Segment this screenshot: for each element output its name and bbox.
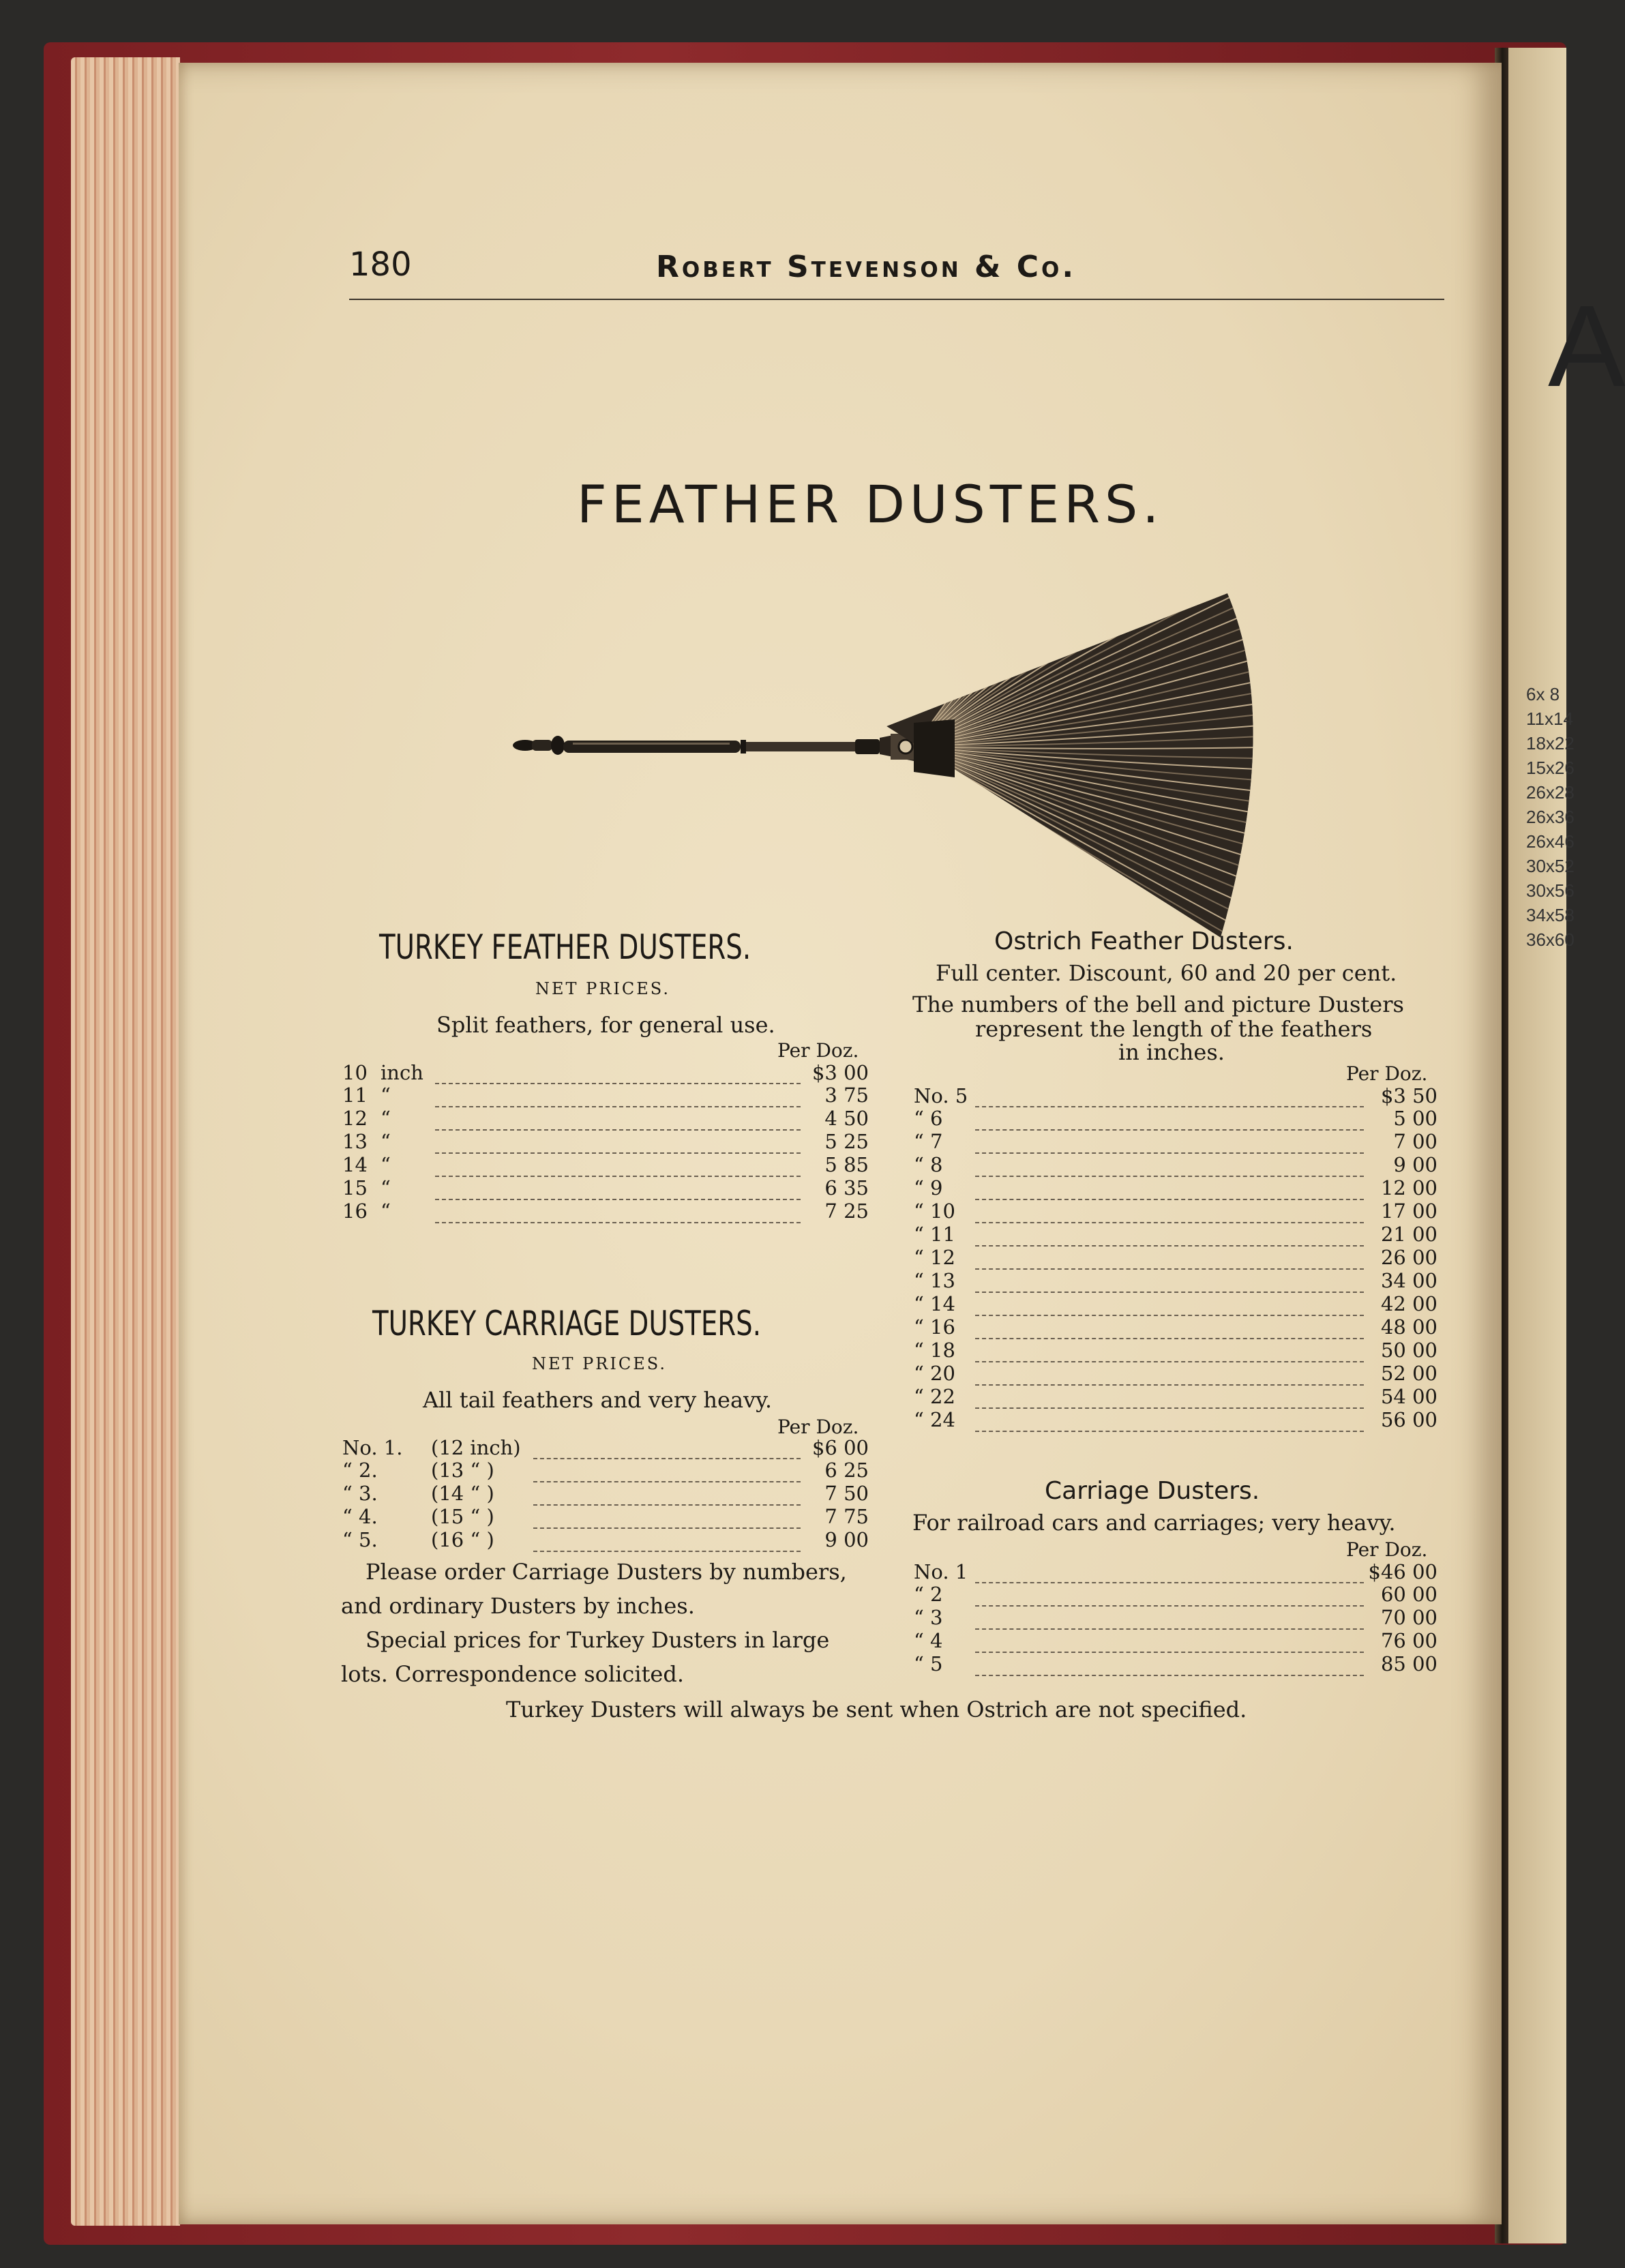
leader bbox=[435, 1149, 801, 1172]
price-cell: 5 85 bbox=[824, 1153, 869, 1176]
price-cell: 9 00 bbox=[824, 1528, 869, 1551]
running-header: Robert Stevenson & Co. bbox=[656, 250, 1077, 284]
ostrich-heading: Ostrich Feather Dusters. bbox=[994, 927, 1294, 955]
facing-page-letter: A bbox=[1548, 282, 1625, 411]
ostrich-col-header: Per Doz. bbox=[1346, 1062, 1428, 1085]
leader bbox=[533, 1501, 801, 1524]
size-cell: 14 bbox=[342, 1153, 368, 1176]
leader bbox=[435, 1195, 801, 1219]
leader bbox=[975, 1219, 1364, 1242]
facing-page-fragment bbox=[1508, 48, 1625, 2243]
unit-cell: “ bbox=[381, 1130, 391, 1153]
leader bbox=[975, 1172, 1364, 1195]
facing-page-line: 6x 8 bbox=[1526, 684, 1560, 704]
leader bbox=[435, 1126, 801, 1149]
leader bbox=[435, 1103, 801, 1126]
price-cell: 3 75 bbox=[824, 1084, 869, 1107]
number-cell: “ 12 bbox=[914, 1246, 955, 1269]
number-cell: No. 1 bbox=[914, 1560, 968, 1583]
leader bbox=[975, 1334, 1364, 1358]
price-cell: 48 00 bbox=[1380, 1315, 1437, 1339]
leader bbox=[975, 1242, 1364, 1265]
facing-page-line: 30x56 bbox=[1526, 880, 1575, 901]
carriage-heading: Carriage Dusters. bbox=[1045, 1477, 1260, 1505]
number-cell: “ 18 bbox=[914, 1339, 955, 1362]
size-cell: 16 bbox=[342, 1199, 368, 1223]
turkey-feather-net: NET PRICES. bbox=[535, 979, 670, 998]
number-cell: “ 13 bbox=[914, 1269, 955, 1292]
leader bbox=[533, 1478, 801, 1501]
number-cell: “ 22 bbox=[914, 1385, 955, 1408]
turkey-feather-desc: Split feathers, for general use. bbox=[436, 1012, 775, 1038]
turkey-carriage-col-header: Per Doz. bbox=[777, 1416, 859, 1438]
size-cell: 12 bbox=[342, 1107, 368, 1130]
special-prices-note-line1: Special prices for Turkey Dusters in large bbox=[366, 1627, 830, 1653]
unit-cell: inch bbox=[381, 1060, 423, 1084]
turkey-feather-heading: TURKEY FEATHER DUSTERS. bbox=[379, 927, 751, 967]
facing-page-line: 36x60 bbox=[1526, 929, 1575, 950]
number-cell: “ 10 bbox=[914, 1199, 955, 1223]
price-cell: 9 00 bbox=[1393, 1153, 1437, 1176]
carriage-price-table bbox=[914, 1560, 1437, 1676]
price-cell: 56 00 bbox=[1380, 1408, 1437, 1431]
ostrich-desc-line1: The numbers of the bell and picture Dusters bbox=[912, 991, 1404, 1017]
facing-page-line: 26x46 bbox=[1526, 831, 1575, 852]
facing-page-line: 34x58 bbox=[1526, 905, 1575, 925]
header-rule bbox=[349, 299, 1444, 300]
table-row bbox=[914, 1652, 1437, 1675]
unit-cell: “ bbox=[381, 1107, 391, 1130]
facing-page-line: 11x14 bbox=[1526, 708, 1573, 729]
facing-page-column bbox=[1526, 682, 1574, 952]
price-cell: 85 00 bbox=[1380, 1652, 1437, 1675]
price-cell: 34 00 bbox=[1380, 1269, 1437, 1292]
price-cell: 7 00 bbox=[1393, 1130, 1437, 1153]
number-cell: No. 5 bbox=[914, 1084, 968, 1107]
ostrich-desc-line3: in inches. bbox=[1118, 1039, 1225, 1065]
size-cell: 15 bbox=[342, 1176, 368, 1199]
price-cell: 21 00 bbox=[1380, 1223, 1437, 1246]
footer-note: Turkey Dusters will always be sent when Ostrich are not specified. bbox=[506, 1697, 1247, 1722]
number-cell: “ 24 bbox=[914, 1408, 955, 1431]
price-cell: 50 00 bbox=[1380, 1339, 1437, 1362]
facing-page-line: 26x28 bbox=[1526, 782, 1575, 803]
turkey-carriage-net: NET PRICES. bbox=[532, 1354, 667, 1373]
ostrich-desc-line2: represent the length of the feathers bbox=[975, 1016, 1373, 1042]
size-cell: (13 “ ) bbox=[431, 1459, 494, 1482]
price-cell: 7 50 bbox=[824, 1482, 869, 1505]
duster-handle bbox=[513, 730, 921, 762]
carriage-order-note-line1: Please order Carriage Dusters by numbers, bbox=[366, 1559, 847, 1585]
facing-page-line: 26x36 bbox=[1526, 807, 1575, 827]
leader bbox=[975, 1288, 1364, 1311]
leader bbox=[975, 1404, 1364, 1427]
ostrich-discount: Full center. Discount, 60 and 20 per cent. bbox=[936, 960, 1397, 986]
leader bbox=[975, 1556, 1364, 1579]
leader bbox=[975, 1080, 1364, 1103]
number-cell: “ 5 bbox=[914, 1652, 943, 1675]
feather-duster-illustration bbox=[505, 580, 1282, 948]
unit-cell: “ bbox=[381, 1084, 391, 1107]
number-cell: “ 9 bbox=[914, 1176, 943, 1199]
price-cell: 17 00 bbox=[1380, 1199, 1437, 1223]
price-cell: 7 75 bbox=[824, 1505, 869, 1528]
size-cell: (16 “ ) bbox=[431, 1528, 494, 1551]
special-prices-note-line2: lots. Correspondence solicited. bbox=[341, 1661, 685, 1687]
price-cell: $3 50 bbox=[1380, 1084, 1437, 1107]
price-cell: 6 35 bbox=[824, 1176, 869, 1199]
leader bbox=[975, 1126, 1364, 1149]
page-edges bbox=[71, 57, 180, 2226]
page-title: FEATHER DUSTERS. bbox=[577, 474, 1164, 535]
price-cell: 42 00 bbox=[1380, 1292, 1437, 1315]
leader bbox=[975, 1358, 1364, 1381]
turkey-carriage-desc: All tail feathers and very heavy. bbox=[423, 1387, 773, 1413]
size-cell: (15 “ ) bbox=[431, 1505, 494, 1528]
turkey-carriage-heading: TURKEY CARRIAGE DUSTERS. bbox=[372, 1304, 762, 1343]
number-cell: “ 3. bbox=[342, 1482, 378, 1505]
number-cell: No. 1. bbox=[342, 1435, 403, 1459]
carriage-col-header: Per Doz. bbox=[1346, 1538, 1428, 1561]
number-cell: “ 11 bbox=[914, 1223, 955, 1246]
price-cell: 12 00 bbox=[1380, 1176, 1437, 1199]
number-cell: “ 20 bbox=[914, 1362, 955, 1385]
number-cell: “ 6 bbox=[914, 1107, 943, 1130]
facing-page-line: 15x26 bbox=[1526, 758, 1575, 778]
price-cell: 60 00 bbox=[1380, 1583, 1437, 1606]
size-cell: (12 inch) bbox=[431, 1435, 521, 1459]
carriage-order-note-line2: and ordinary Dusters by inches. bbox=[341, 1593, 695, 1619]
price-cell: 54 00 bbox=[1380, 1385, 1437, 1408]
leader bbox=[975, 1648, 1364, 1671]
leader bbox=[533, 1454, 801, 1478]
facing-page-line: 18x22 bbox=[1526, 733, 1575, 753]
leader bbox=[533, 1524, 801, 1547]
number-cell: “ 14 bbox=[914, 1292, 955, 1315]
price-cell: 26 00 bbox=[1380, 1246, 1437, 1269]
turkey-carriage-price-table bbox=[342, 1436, 869, 1552]
number-cell: “ 4. bbox=[342, 1505, 378, 1528]
number-cell: “ 7 bbox=[914, 1130, 943, 1153]
unit-cell: “ bbox=[381, 1199, 391, 1223]
number-cell: “ 2 bbox=[914, 1583, 943, 1606]
price-cell: $46 00 bbox=[1368, 1560, 1437, 1583]
leader bbox=[975, 1602, 1364, 1625]
price-cell: 76 00 bbox=[1380, 1629, 1437, 1652]
size-cell: (14 “ ) bbox=[431, 1482, 494, 1505]
table-row bbox=[342, 1528, 869, 1551]
number-cell: “ 3 bbox=[914, 1606, 943, 1629]
leader bbox=[975, 1311, 1364, 1334]
size-cell: 10 bbox=[342, 1060, 368, 1084]
ostrich-price-table bbox=[914, 1084, 1437, 1432]
facing-page-line: 30x52 bbox=[1526, 856, 1575, 876]
leader bbox=[975, 1625, 1364, 1648]
leader bbox=[975, 1149, 1364, 1172]
turkey-feather-col-header: Per Doz. bbox=[777, 1039, 859, 1062]
leader bbox=[975, 1265, 1364, 1288]
turkey-feather-price-table bbox=[342, 1061, 869, 1223]
price-cell: $3 00 bbox=[811, 1060, 869, 1084]
price-cell: 5 00 bbox=[1393, 1107, 1437, 1130]
leader bbox=[975, 1579, 1364, 1602]
price-cell: 5 25 bbox=[824, 1130, 869, 1153]
number-cell: “ 4 bbox=[914, 1629, 943, 1652]
leader bbox=[975, 1103, 1364, 1126]
price-cell: 4 50 bbox=[824, 1107, 869, 1130]
table-row bbox=[914, 1408, 1437, 1431]
leader bbox=[533, 1432, 801, 1454]
leader bbox=[975, 1381, 1364, 1404]
size-cell: 13 bbox=[342, 1130, 368, 1153]
carriage-desc: For railroad cars and carriages; very heavy. bbox=[912, 1510, 1396, 1536]
price-cell: 7 25 bbox=[824, 1199, 869, 1223]
table-row bbox=[342, 1199, 869, 1223]
leader bbox=[435, 1057, 801, 1079]
unit-cell: “ bbox=[381, 1176, 391, 1199]
price-cell: $6 00 bbox=[811, 1435, 869, 1459]
size-cell: 11 bbox=[342, 1084, 368, 1107]
price-cell: 6 25 bbox=[824, 1459, 869, 1482]
page-number: 180 bbox=[349, 245, 412, 284]
number-cell: “ 5. bbox=[342, 1528, 378, 1551]
price-cell: 70 00 bbox=[1380, 1606, 1437, 1629]
number-cell: “ 8 bbox=[914, 1153, 943, 1176]
number-cell: “ 2. bbox=[342, 1459, 378, 1482]
unit-cell: “ bbox=[381, 1153, 391, 1176]
leader bbox=[435, 1079, 801, 1103]
number-cell: “ 16 bbox=[914, 1315, 955, 1339]
leader bbox=[975, 1195, 1364, 1219]
leader bbox=[435, 1172, 801, 1195]
price-cell: 52 00 bbox=[1380, 1362, 1437, 1385]
